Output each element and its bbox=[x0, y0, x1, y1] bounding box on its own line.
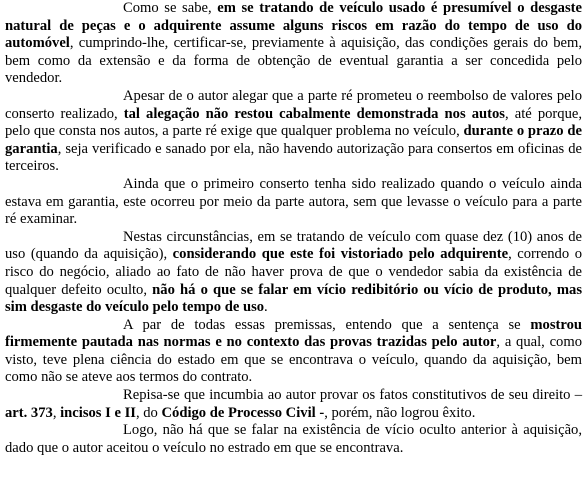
bold-run: mostrou firmemente pautada nas normas e no contexto das provas trazidas pelo autor bbox=[5, 316, 582, 351]
text-run: Como se sabe, bbox=[123, 0, 218, 16]
text-run: A par de todas essas premissas, entendo que a sentença se bbox=[123, 316, 531, 333]
bold-run: em se tratando de veículo usado é presumível o desgaste natural de peças e o adquirente assume alguns riscos em razão do tempo de uso do automóvel bbox=[5, 0, 582, 52]
paragraph-2 bbox=[5, 88, 582, 176]
paragraph-5 bbox=[5, 317, 582, 387]
text-run: , cumprindo-lhe, certificar-se, previamente à aquisição, das condições gerais do bem, bem como da extensão e da forma de obtenção de eventual garantia a ser concedida pelo vendedor. bbox=[5, 35, 582, 87]
text-run: , seja verificado e sanado por ela, não havendo autorização para consertos em oficinas de terceiros. bbox=[5, 140, 582, 175]
text-run: , a qual, como visto, teve plena ciência do estado em que se encontrava o veículo, quando da aquisição, bem como não se ateve aos termos do contrato. bbox=[5, 334, 582, 386]
bold-run: Código de Processo Civil - bbox=[161, 404, 325, 421]
document-body bbox=[5, 0, 582, 457]
text-run: Logo, não há que se falar na existência de vício oculto anterior à aquisição, dado que o autor aceitou o veículo no estrado em que se encontrava. bbox=[5, 422, 582, 456]
text-run: , do bbox=[135, 404, 162, 421]
paragraph-1 bbox=[5, 0, 582, 88]
text-run: , bbox=[52, 404, 61, 421]
bold-run: durante o prazo de garantia bbox=[5, 123, 582, 157]
paragraph-7 bbox=[5, 422, 582, 457]
text-run: , correndo o risco do negócio, aliado ao fato de não haver prova de que o vendedor sabia da existência de qualquer defeito oculto, bbox=[5, 246, 582, 298]
bold-run: tal alegação não restou cabalmente demonstrada nos autos bbox=[123, 105, 505, 122]
text-run: Apesar de o autor alegar que a parte ré prometeu o reembolso de valores pelo conserto realizado, bbox=[5, 87, 582, 122]
text-run: , até porque, pelo que consta nos autos, a parte ré exige que qualquer problema no veículo, bbox=[5, 105, 582, 140]
text-run: Repisa-se que incumbia ao autor provar os fatos constitutivos de seu direito – bbox=[123, 387, 582, 404]
paragraph-3 bbox=[5, 176, 582, 229]
text-run: Ainda que o primeiro conserto tenha sido realizado quando o veículo ainda estava em garantia, este ocorreu por meio da parte autora, sem que levasse o veículo para a parte ré examinar. bbox=[5, 175, 582, 228]
bold-run: incisos I e II bbox=[60, 404, 136, 421]
paragraph-4 bbox=[5, 229, 582, 317]
paragraph-6 bbox=[5, 387, 582, 422]
text-run: , porém, não logrou êxito. bbox=[324, 404, 476, 421]
bold-run: art. 373 bbox=[5, 404, 53, 421]
bold-run: considerando que este foi vistoriado pelo adquirente bbox=[172, 246, 509, 263]
text-run: . bbox=[264, 299, 268, 316]
text-run: Nestas circunstâncias, em se tratando de veículo com quase dez (10) anos de uso (quando da aquisição), bbox=[5, 228, 582, 263]
bold-run: não há o que se falar em vício redibitório ou vício de produto, mas sim desgaste do veículo pelo tempo de uso bbox=[5, 281, 582, 316]
